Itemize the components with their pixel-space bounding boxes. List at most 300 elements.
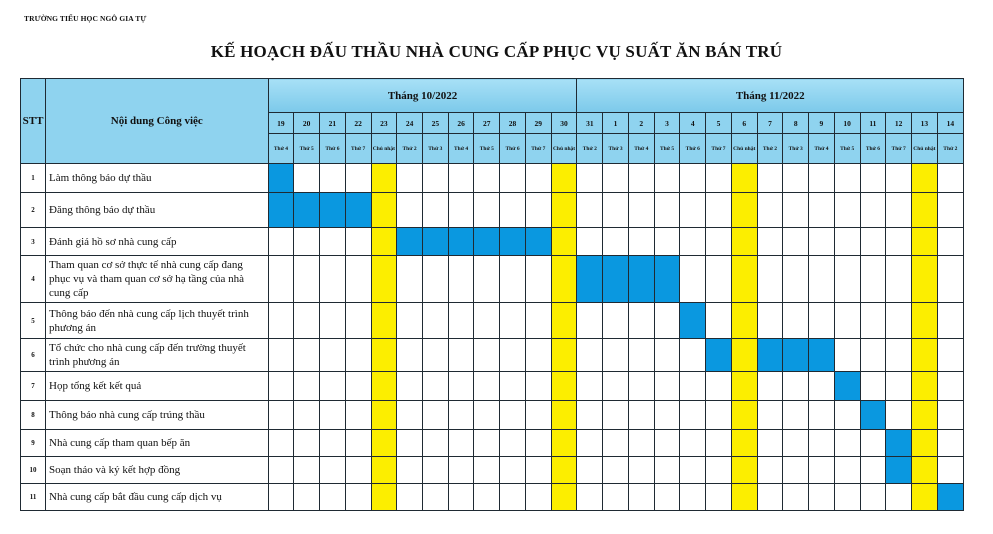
day-cell bbox=[525, 401, 551, 430]
task-name: Họp tổng kết kết quả bbox=[46, 372, 269, 401]
task-stt: 10 bbox=[21, 457, 46, 484]
day-number: 28 bbox=[500, 113, 526, 134]
day-cell bbox=[706, 401, 732, 430]
day-cell bbox=[320, 339, 346, 372]
day-number: 27 bbox=[474, 113, 500, 134]
day-cell bbox=[628, 457, 654, 484]
day-cell bbox=[834, 164, 860, 193]
task-bar-cell bbox=[345, 193, 371, 228]
stt-header: STT bbox=[21, 79, 46, 164]
day-cell bbox=[628, 372, 654, 401]
task-bar-cell bbox=[397, 228, 423, 256]
day-cell bbox=[320, 256, 346, 303]
day-cell bbox=[783, 372, 809, 401]
task-bar-cell bbox=[757, 339, 783, 372]
day-cell bbox=[757, 401, 783, 430]
day-cell bbox=[654, 401, 680, 430]
day-cell bbox=[294, 256, 320, 303]
weekday-label: Thứ 4 bbox=[628, 134, 654, 164]
sunday-cell bbox=[371, 193, 397, 228]
day-number: 29 bbox=[525, 113, 551, 134]
task-bar-cell bbox=[834, 372, 860, 401]
day-number: 3 bbox=[654, 113, 680, 134]
day-cell bbox=[268, 339, 294, 372]
day-cell bbox=[500, 457, 526, 484]
day-cell bbox=[680, 228, 706, 256]
weekday-label: Thứ 4 bbox=[809, 134, 835, 164]
day-cell bbox=[654, 164, 680, 193]
task-bar-cell bbox=[886, 430, 912, 457]
day-cell bbox=[680, 430, 706, 457]
content-header: Nội dung Công việc bbox=[46, 79, 269, 164]
day-cell bbox=[860, 228, 886, 256]
task-bar-cell bbox=[937, 484, 963, 511]
day-number: 25 bbox=[422, 113, 448, 134]
task-name: Tổ chức cho nhà cung cấp đến trường thuyết trình phương án bbox=[46, 339, 269, 372]
day-cell bbox=[397, 256, 423, 303]
day-cell bbox=[268, 430, 294, 457]
day-cell bbox=[474, 339, 500, 372]
day-cell bbox=[525, 339, 551, 372]
day-cell bbox=[603, 193, 629, 228]
day-cell bbox=[345, 457, 371, 484]
day-cell bbox=[603, 484, 629, 511]
day-cell bbox=[654, 193, 680, 228]
day-cell bbox=[603, 457, 629, 484]
weekday-label: Thứ 7 bbox=[525, 134, 551, 164]
day-number: 26 bbox=[448, 113, 474, 134]
day-cell bbox=[474, 457, 500, 484]
table-row bbox=[21, 372, 964, 401]
day-cell bbox=[320, 430, 346, 457]
table-row bbox=[21, 484, 964, 511]
day-number: 9 bbox=[809, 113, 835, 134]
day-cell bbox=[448, 430, 474, 457]
day-cell bbox=[834, 228, 860, 256]
day-cell bbox=[860, 484, 886, 511]
sunday-cell bbox=[551, 339, 577, 372]
day-cell bbox=[937, 303, 963, 339]
day-cell bbox=[886, 164, 912, 193]
day-cell bbox=[860, 430, 886, 457]
sunday-cell bbox=[731, 372, 757, 401]
day-cell bbox=[603, 303, 629, 339]
day-cell bbox=[706, 228, 732, 256]
day-cell bbox=[603, 372, 629, 401]
day-cell bbox=[937, 256, 963, 303]
sunday-cell bbox=[731, 401, 757, 430]
day-number: 2 bbox=[628, 113, 654, 134]
day-cell bbox=[525, 193, 551, 228]
task-name: Thông báo đến nhà cung cấp lịch thuyết trình phương án bbox=[46, 303, 269, 339]
day-cell bbox=[937, 228, 963, 256]
day-cell bbox=[886, 256, 912, 303]
day-cell bbox=[577, 401, 603, 430]
task-bar-cell bbox=[577, 256, 603, 303]
sunday-cell bbox=[551, 372, 577, 401]
day-cell bbox=[809, 457, 835, 484]
task-name: Nhà cung cấp tham quan bếp ăn bbox=[46, 430, 269, 457]
day-cell bbox=[654, 484, 680, 511]
task-stt: 3 bbox=[21, 228, 46, 256]
sunday-cell bbox=[912, 339, 938, 372]
day-cell bbox=[320, 457, 346, 484]
day-cell bbox=[834, 193, 860, 228]
weekday-label: Thứ 5 bbox=[294, 134, 320, 164]
sunday-cell bbox=[731, 303, 757, 339]
day-cell bbox=[757, 193, 783, 228]
day-cell bbox=[577, 193, 603, 228]
day-cell bbox=[294, 430, 320, 457]
day-cell bbox=[937, 430, 963, 457]
day-cell bbox=[860, 164, 886, 193]
day-cell bbox=[525, 484, 551, 511]
task-bar-cell bbox=[628, 256, 654, 303]
task-bar-cell bbox=[603, 256, 629, 303]
day-cell bbox=[577, 372, 603, 401]
day-cell bbox=[834, 401, 860, 430]
day-cell bbox=[603, 401, 629, 430]
day-cell bbox=[500, 303, 526, 339]
day-cell bbox=[448, 303, 474, 339]
task-name: Tham quan cơ sở thực tế nhà cung cấp đang phục vụ và tham quan cơ sở hạ tầng của nhà cung cấp bbox=[46, 256, 269, 303]
day-number: 31 bbox=[577, 113, 603, 134]
sunday-cell bbox=[731, 484, 757, 511]
day-cell bbox=[783, 484, 809, 511]
day-cell bbox=[500, 256, 526, 303]
day-cell bbox=[628, 484, 654, 511]
day-cell bbox=[500, 484, 526, 511]
sunday-cell bbox=[551, 256, 577, 303]
sunday-cell bbox=[371, 372, 397, 401]
day-cell bbox=[525, 372, 551, 401]
month-header: Tháng 10/2022 bbox=[268, 79, 577, 113]
day-cell bbox=[422, 193, 448, 228]
task-bar-cell bbox=[706, 339, 732, 372]
day-cell bbox=[422, 430, 448, 457]
day-cell bbox=[706, 256, 732, 303]
day-cell bbox=[937, 457, 963, 484]
weekday-label: Thứ 6 bbox=[320, 134, 346, 164]
gantt-table bbox=[20, 78, 964, 511]
day-number: 30 bbox=[551, 113, 577, 134]
day-number: 13 bbox=[912, 113, 938, 134]
day-cell bbox=[320, 484, 346, 511]
weekday-label: Chủ nhật bbox=[912, 134, 938, 164]
school-name: TRƯỜNG TIỂU HỌC NGÔ GIA TỰ bbox=[24, 14, 147, 23]
day-cell bbox=[294, 164, 320, 193]
task-bar-cell bbox=[294, 193, 320, 228]
day-cell bbox=[500, 372, 526, 401]
day-cell bbox=[397, 303, 423, 339]
day-cell bbox=[886, 303, 912, 339]
sunday-cell bbox=[551, 164, 577, 193]
task-stt: 5 bbox=[21, 303, 46, 339]
day-cell bbox=[628, 193, 654, 228]
day-cell bbox=[809, 303, 835, 339]
sunday-cell bbox=[731, 256, 757, 303]
day-number: 12 bbox=[886, 113, 912, 134]
task-name: Làm thông báo dự thầu bbox=[46, 164, 269, 193]
day-cell bbox=[448, 339, 474, 372]
sunday-cell bbox=[371, 228, 397, 256]
day-cell bbox=[268, 457, 294, 484]
day-cell bbox=[603, 339, 629, 372]
task-bar-cell bbox=[809, 339, 835, 372]
day-cell bbox=[783, 228, 809, 256]
day-cell bbox=[448, 484, 474, 511]
day-cell bbox=[500, 193, 526, 228]
table-row bbox=[21, 164, 964, 193]
sunday-cell bbox=[731, 430, 757, 457]
sunday-cell bbox=[371, 457, 397, 484]
sunday-cell bbox=[912, 430, 938, 457]
sunday-cell bbox=[371, 339, 397, 372]
day-cell bbox=[294, 457, 320, 484]
day-cell bbox=[422, 401, 448, 430]
day-cell bbox=[834, 484, 860, 511]
day-cell bbox=[268, 303, 294, 339]
day-cell bbox=[783, 401, 809, 430]
weekday-label: Thứ 4 bbox=[268, 134, 294, 164]
day-cell bbox=[294, 303, 320, 339]
day-cell bbox=[603, 228, 629, 256]
day-cell bbox=[886, 484, 912, 511]
weekday-label: Thứ 7 bbox=[706, 134, 732, 164]
task-name: Đăng thông báo dự thầu bbox=[46, 193, 269, 228]
day-cell bbox=[834, 339, 860, 372]
day-cell bbox=[886, 228, 912, 256]
task-stt: 2 bbox=[21, 193, 46, 228]
day-cell bbox=[345, 303, 371, 339]
task-bar-cell bbox=[500, 228, 526, 256]
day-cell bbox=[654, 430, 680, 457]
day-cell bbox=[603, 164, 629, 193]
weekday-label: Thứ 5 bbox=[474, 134, 500, 164]
day-cell bbox=[448, 256, 474, 303]
day-cell bbox=[654, 228, 680, 256]
day-cell bbox=[422, 484, 448, 511]
day-cell bbox=[680, 401, 706, 430]
day-cell bbox=[397, 193, 423, 228]
day-cell bbox=[397, 430, 423, 457]
day-cell bbox=[680, 193, 706, 228]
weekday-label: Thứ 3 bbox=[783, 134, 809, 164]
task-bar-cell bbox=[860, 401, 886, 430]
day-cell bbox=[320, 228, 346, 256]
day-cell bbox=[525, 164, 551, 193]
weekday-label: Thứ 4 bbox=[448, 134, 474, 164]
day-cell bbox=[680, 164, 706, 193]
weekday-label: Thứ 6 bbox=[680, 134, 706, 164]
day-cell bbox=[680, 457, 706, 484]
day-cell bbox=[525, 430, 551, 457]
day-cell bbox=[397, 457, 423, 484]
day-cell bbox=[577, 339, 603, 372]
day-cell bbox=[834, 430, 860, 457]
day-number: 14 bbox=[937, 113, 963, 134]
day-cell bbox=[422, 372, 448, 401]
weekday-label: Thứ 2 bbox=[397, 134, 423, 164]
task-bar-cell bbox=[783, 339, 809, 372]
sunday-cell bbox=[371, 484, 397, 511]
weekday-label: Thứ 2 bbox=[757, 134, 783, 164]
day-cell bbox=[345, 164, 371, 193]
task-bar-cell bbox=[886, 457, 912, 484]
day-cell bbox=[603, 430, 629, 457]
table-row bbox=[21, 228, 964, 256]
day-cell bbox=[320, 372, 346, 401]
day-cell bbox=[937, 372, 963, 401]
sunday-cell bbox=[912, 484, 938, 511]
day-number: 7 bbox=[757, 113, 783, 134]
day-cell bbox=[294, 484, 320, 511]
task-name: Đánh giá hồ sơ nhà cung cấp bbox=[46, 228, 269, 256]
day-number: 8 bbox=[783, 113, 809, 134]
task-bar-cell bbox=[448, 228, 474, 256]
month-header: Tháng 11/2022 bbox=[577, 79, 964, 113]
weekday-label: Thứ 7 bbox=[886, 134, 912, 164]
sunday-cell bbox=[912, 256, 938, 303]
day-cell bbox=[706, 430, 732, 457]
day-cell bbox=[474, 484, 500, 511]
sunday-cell bbox=[551, 193, 577, 228]
weekday-label: Thứ 2 bbox=[937, 134, 963, 164]
day-cell bbox=[500, 401, 526, 430]
day-cell bbox=[654, 457, 680, 484]
sunday-cell bbox=[371, 164, 397, 193]
day-cell bbox=[422, 303, 448, 339]
day-cell bbox=[783, 193, 809, 228]
day-cell bbox=[809, 401, 835, 430]
weekday-label: Chủ nhật bbox=[731, 134, 757, 164]
day-cell bbox=[860, 339, 886, 372]
day-cell bbox=[268, 228, 294, 256]
day-cell bbox=[577, 484, 603, 511]
day-cell bbox=[628, 339, 654, 372]
day-number: 20 bbox=[294, 113, 320, 134]
day-cell bbox=[757, 372, 783, 401]
day-cell bbox=[628, 401, 654, 430]
day-cell bbox=[860, 372, 886, 401]
sunday-cell bbox=[551, 228, 577, 256]
sunday-cell bbox=[912, 372, 938, 401]
day-cell bbox=[474, 193, 500, 228]
day-cell bbox=[783, 457, 809, 484]
task-bar-cell bbox=[268, 164, 294, 193]
day-cell bbox=[345, 401, 371, 430]
day-cell bbox=[320, 164, 346, 193]
day-cell bbox=[294, 372, 320, 401]
day-cell bbox=[757, 303, 783, 339]
weekday-label: Thứ 3 bbox=[603, 134, 629, 164]
day-cell bbox=[345, 339, 371, 372]
day-cell bbox=[474, 372, 500, 401]
day-cell bbox=[706, 303, 732, 339]
day-cell bbox=[937, 339, 963, 372]
day-cell bbox=[397, 484, 423, 511]
day-cell bbox=[860, 193, 886, 228]
day-cell bbox=[577, 430, 603, 457]
page-title: KẾ HOẠCH ĐẤU THẦU NHÀ CUNG CẤP PHỤC VỤ SUẤT ĂN BÁN TRÚ bbox=[210, 42, 783, 61]
day-number: 21 bbox=[320, 113, 346, 134]
day-cell bbox=[860, 256, 886, 303]
day-number: 5 bbox=[706, 113, 732, 134]
day-cell bbox=[448, 457, 474, 484]
day-cell bbox=[422, 256, 448, 303]
day-cell bbox=[706, 457, 732, 484]
table-row bbox=[21, 430, 964, 457]
day-cell bbox=[577, 228, 603, 256]
weekday-label: Thứ 2 bbox=[577, 134, 603, 164]
day-cell bbox=[345, 372, 371, 401]
day-cell bbox=[500, 339, 526, 372]
task-bar-cell bbox=[474, 228, 500, 256]
day-cell bbox=[834, 457, 860, 484]
sunday-cell bbox=[912, 303, 938, 339]
day-cell bbox=[654, 372, 680, 401]
day-cell bbox=[809, 372, 835, 401]
day-cell bbox=[268, 401, 294, 430]
day-cell bbox=[577, 303, 603, 339]
table-row bbox=[21, 256, 964, 303]
day-cell bbox=[628, 430, 654, 457]
day-cell bbox=[294, 401, 320, 430]
day-cell bbox=[294, 339, 320, 372]
sunday-cell bbox=[551, 484, 577, 511]
day-cell bbox=[706, 484, 732, 511]
day-cell bbox=[397, 401, 423, 430]
day-cell bbox=[397, 372, 423, 401]
day-cell bbox=[474, 164, 500, 193]
day-cell bbox=[860, 303, 886, 339]
task-bar-cell bbox=[422, 228, 448, 256]
day-cell bbox=[268, 372, 294, 401]
day-cell bbox=[268, 256, 294, 303]
task-name: Nhà cung cấp bắt đầu cung cấp dịch vụ bbox=[46, 484, 269, 511]
task-stt: 11 bbox=[21, 484, 46, 511]
day-cell bbox=[500, 164, 526, 193]
sunday-cell bbox=[912, 457, 938, 484]
day-cell bbox=[757, 164, 783, 193]
day-cell bbox=[448, 164, 474, 193]
day-cell bbox=[397, 339, 423, 372]
day-cell bbox=[834, 256, 860, 303]
day-cell bbox=[886, 372, 912, 401]
day-number: 19 bbox=[268, 113, 294, 134]
day-cell bbox=[937, 401, 963, 430]
day-number: 6 bbox=[731, 113, 757, 134]
sunday-cell bbox=[551, 401, 577, 430]
day-cell bbox=[706, 372, 732, 401]
task-name: Thông báo nhà cung cấp trúng thầu bbox=[46, 401, 269, 430]
day-cell bbox=[783, 303, 809, 339]
day-cell bbox=[474, 303, 500, 339]
task-stt: 4 bbox=[21, 256, 46, 303]
day-number: 23 bbox=[371, 113, 397, 134]
day-cell bbox=[809, 228, 835, 256]
sunday-cell bbox=[551, 303, 577, 339]
day-cell bbox=[628, 164, 654, 193]
day-cell bbox=[783, 164, 809, 193]
day-cell bbox=[757, 256, 783, 303]
sunday-cell bbox=[371, 303, 397, 339]
day-cell bbox=[345, 430, 371, 457]
day-cell bbox=[886, 193, 912, 228]
day-cell bbox=[345, 256, 371, 303]
sunday-cell bbox=[551, 430, 577, 457]
task-stt: 7 bbox=[21, 372, 46, 401]
